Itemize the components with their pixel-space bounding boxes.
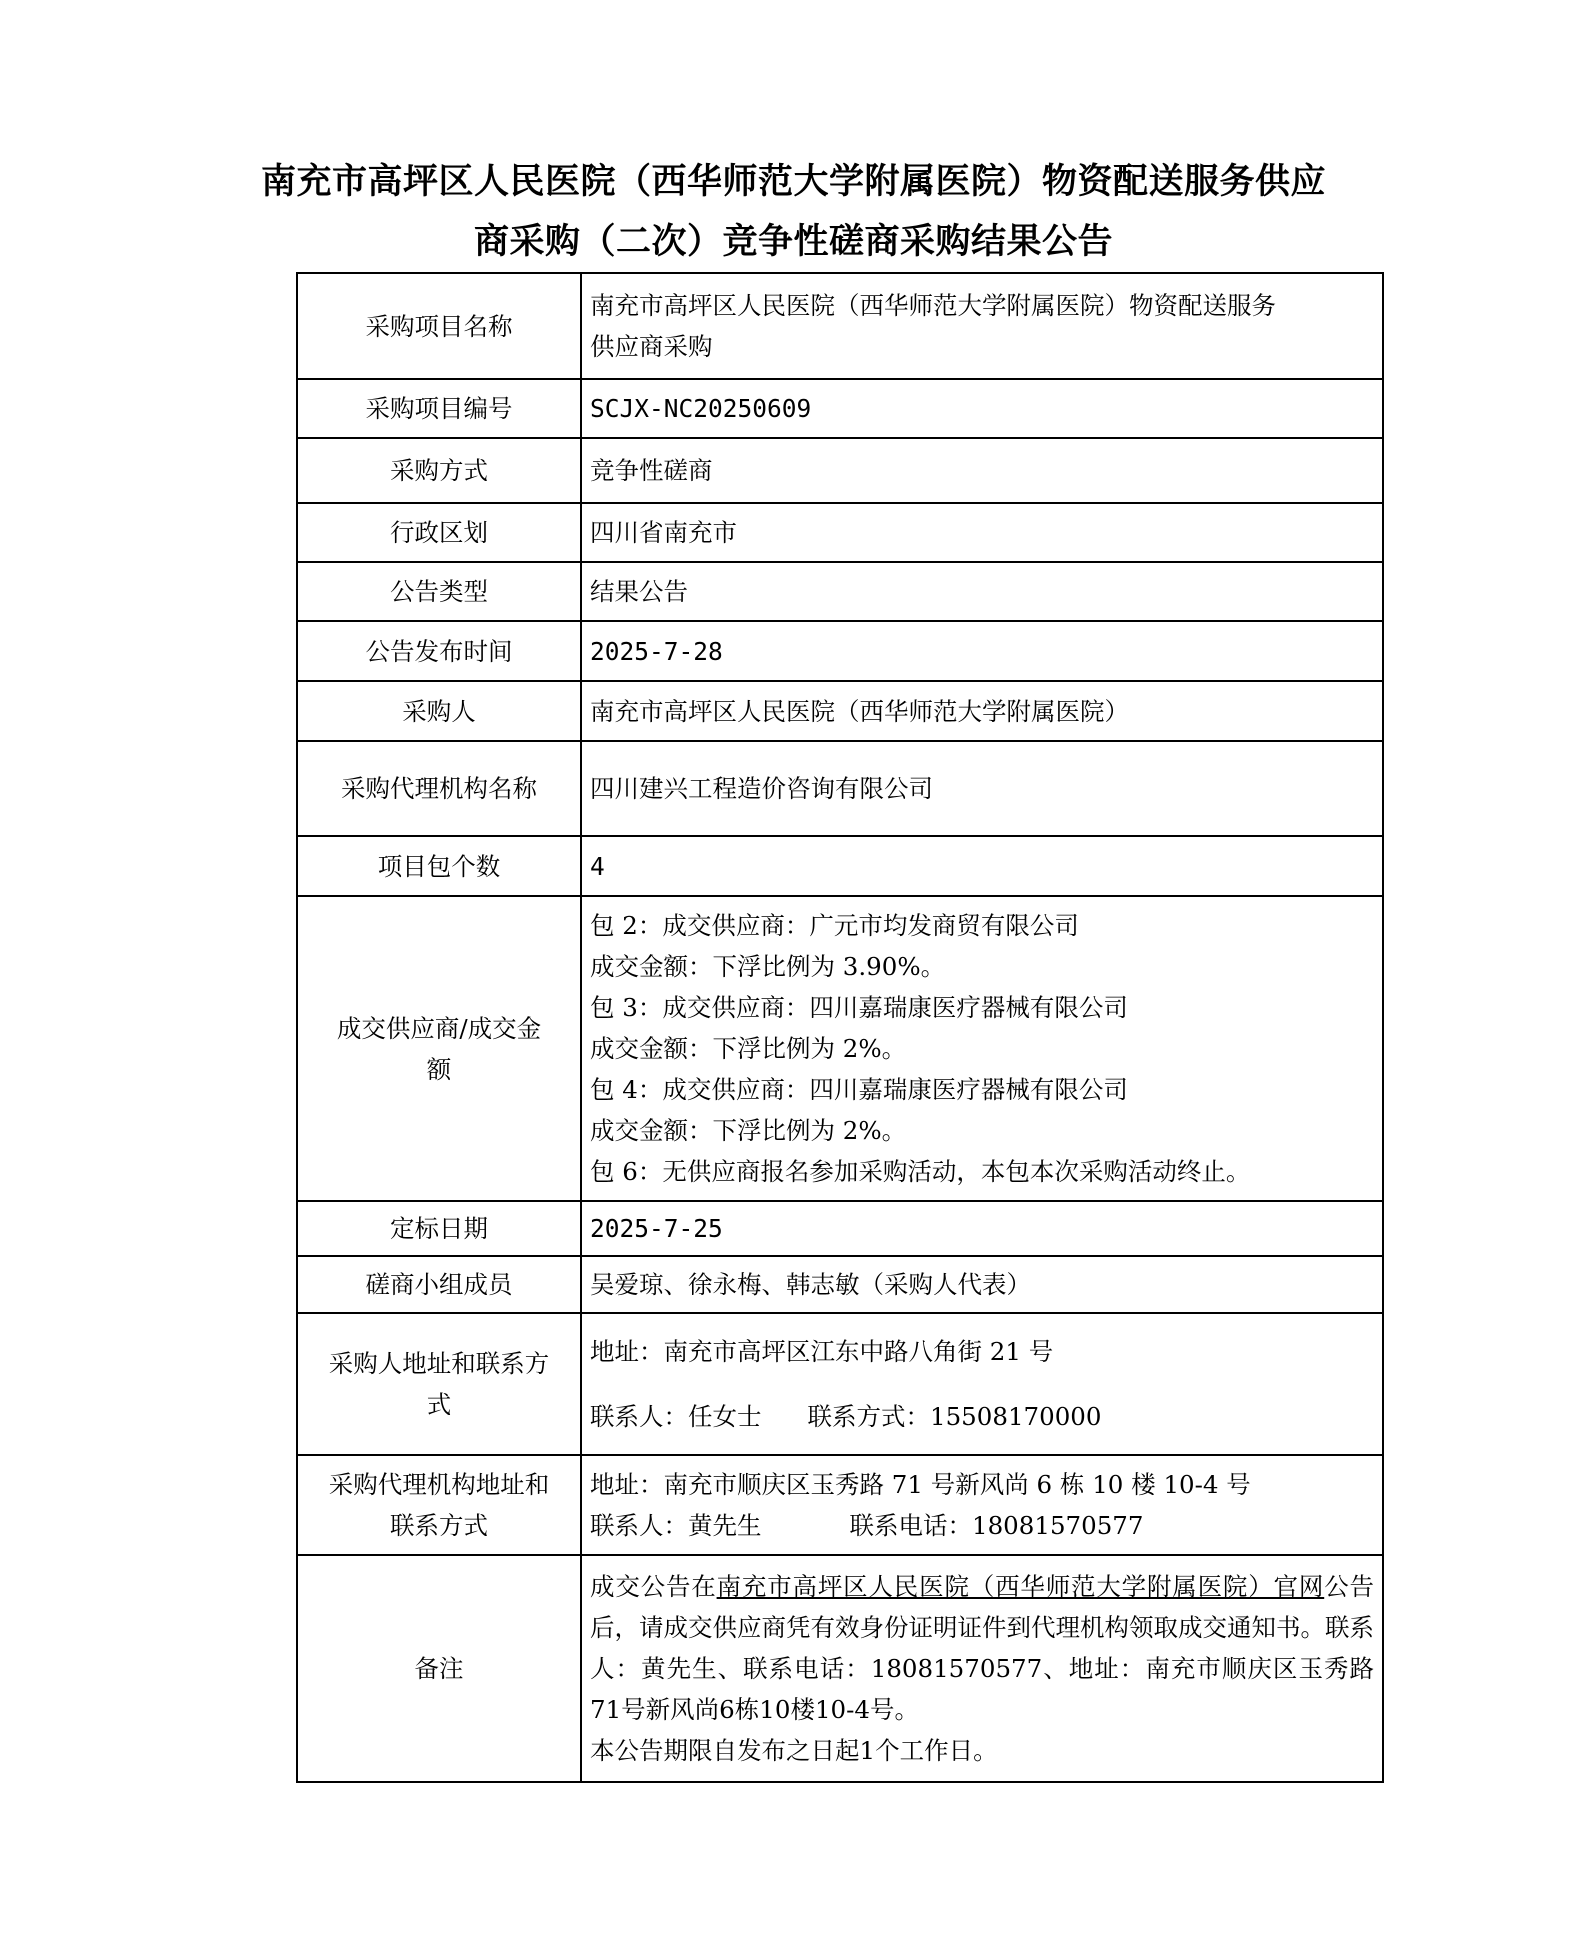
row-purchaser [297,681,1383,741]
value-panel: 吴爱琼、徐永梅、韩志敏（采购人代表） [581,1256,1383,1313]
value-agency-contact [581,1455,1383,1555]
winner-line: 成交金额：下浮比例为 3.90%。 [590,952,946,981]
label-winners: 成交供应商/成交金 额 [297,896,581,1201]
row-package-count [297,836,1383,896]
value-purchaser: 南充市高坪区人民医院（西华师范大学附属医院） [581,681,1383,741]
agency-contact-phone: 联系电话：18081570577 [849,1511,1144,1540]
row-project-name [297,273,1383,379]
winner-line: 包 3：成交供应商：四川嘉瑞康医疗器械有限公司 [590,993,1128,1022]
winner-line: 包 4：成交供应商：四川嘉瑞康医疗器械有限公司 [590,1075,1128,1104]
notice-title [0,152,1587,272]
row-purchaser-contact [297,1313,1383,1455]
agency-contact-person: 联系人：黄先生 [590,1511,762,1540]
label-agency: 采购代理机构名称 [297,741,581,836]
row-award-date [297,1201,1383,1256]
purchaser-contact-phone: 联系方式：15508170000 [807,1402,1102,1431]
winner-line: 成交金额：下浮比例为 2%。 [590,1034,907,1063]
row-notice-type [297,562,1383,621]
value-remarks [581,1555,1383,1782]
info-table [296,272,1384,1783]
winner-line: 包 6：无供应商报名参加采购活动，本包本次采购活动终止。 [590,1157,1251,1186]
label-award-date: 定标日期 [297,1201,581,1256]
purchaser-contact-person: 联系人：任女士 [590,1402,762,1431]
hospital-website-link[interactable]: 南充市高坪区人民医院（西华师范大学附属医院）官网 [716,1572,1325,1601]
value-project-no: SCJX-NC20250609 [581,379,1383,438]
winner-line: 成交金额：下浮比例为 2%。 [590,1116,907,1145]
value-publish-time: 2025-7-28 [581,621,1383,681]
label-package-count: 项目包个数 [297,836,581,896]
value-agency: 四川建兴工程造价咨询有限公司 [581,741,1383,836]
row-panel [297,1256,1383,1313]
value-package-count: 4 [581,836,1383,896]
value-winners [581,896,1383,1201]
label-region: 行政区划 [297,503,581,562]
value-project-name: 南充市高坪区人民医院（西华师范大学附属医院）物资配送服务 供应商采购 [581,273,1383,379]
remarks-period: 本公告期限自发布之日起1个工作日。 [590,1736,998,1765]
label-purchaser: 采购人 [297,681,581,741]
label-publish-time: 公告发布时间 [297,621,581,681]
label-method: 采购方式 [297,438,581,503]
row-agency [297,741,1383,836]
row-region [297,503,1383,562]
agency-contact-line [590,1505,1374,1546]
label-purchaser-contact: 采购人地址和联系方 式 [297,1313,581,1455]
value-region: 四川省南充市 [581,503,1383,562]
notice-title-line-2: 商采购（二次）竞争性磋商采购结果公告 [473,222,1113,262]
row-winners [297,896,1383,1201]
label-project-name: 采购项目名称 [297,273,581,379]
agency-address: 地址：南充市顺庆区玉秀路 71 号新风尚 6 栋 10 楼 10-4 号 [590,1470,1251,1499]
notice-title-line-1: 南充市高坪区人民医院（西华师范大学附属医院）物资配送服务供应 [260,162,1326,202]
row-publish-time [297,621,1383,681]
label-panel: 磋商小组成员 [297,1256,581,1313]
label-notice-type: 公告类型 [297,562,581,621]
value-notice-type: 结果公告 [581,562,1383,621]
value-purchaser-contact [581,1313,1383,1455]
label-project-no: 采购项目编号 [297,379,581,438]
winner-line: 包 2：成交供应商：广元市均发商贸有限公司 [590,911,1079,940]
row-agency-contact [297,1455,1383,1555]
purchaser-contact-line [590,1396,1374,1437]
row-method [297,438,1383,503]
row-remarks [297,1555,1383,1782]
label-agency-contact: 采购代理机构地址和 联系方式 [297,1455,581,1555]
value-method: 竞争性磋商 [581,438,1383,503]
label-remarks: 备注 [297,1555,581,1782]
value-award-date: 2025-7-25 [581,1201,1383,1256]
row-project-no [297,379,1383,438]
purchaser-address: 地址：南充市高坪区江东中路八角街 21 号 [590,1337,1054,1366]
remarks-text: 成交公告在南充市高坪区人民医院（西华师范大学附属医院）官网公告后，请成交供应商凭有效身份证明证件到代理机构领取成交通知书。联系人：黄先生、联系电话：18081570577、地址：南充市顺庆区玉秀路71号新风尚6栋10楼10-4号。 [590,1572,1375,1724]
